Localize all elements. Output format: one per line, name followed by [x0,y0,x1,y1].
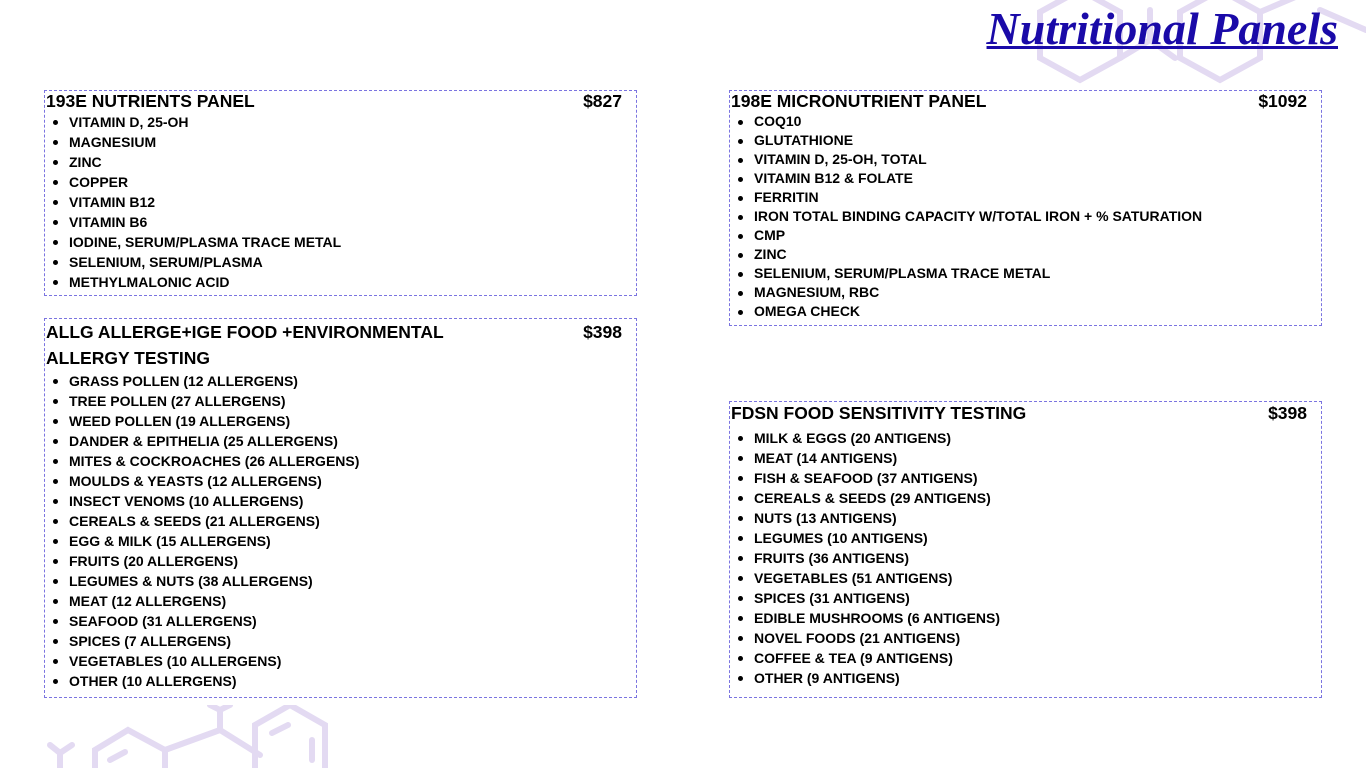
list-item: EGG & MILK (15 ALLERGENS) [69,531,636,551]
panel-fdsn [729,401,1322,698]
list-item: GRASS POLLEN (12 ALLERGENS) [69,371,636,391]
list-item: ZINC [754,245,1321,264]
item-list [45,112,636,292]
list-item: INSECT VENOMS (10 ALLERGENS) [69,491,636,511]
list-item: MEAT (12 ALLERGENS) [69,591,636,611]
list-item: SELENIUM, SERUM/PLASMA TRACE METAL [754,264,1321,283]
list-item: NUTS (13 ANTIGENS) [754,508,1321,528]
list-item: IRON TOTAL BINDING CAPACITY W/TOTAL IRON + % SATURATION [754,207,1321,226]
list-item: COQ10 [754,112,1321,131]
panel-price: $827 [583,91,622,111]
list-item: SELENIUM, SERUM/PLASMA [69,252,636,272]
list-item: CMP [754,226,1321,245]
list-item: VITAMIN B12 & FOLATE [754,169,1321,188]
panel-name: 198E MICRONUTRIENT PANEL [731,91,987,111]
panel-allg [44,318,637,698]
list-item: SPICES (31 ANTIGENS) [754,588,1321,608]
list-item: NOVEL FOODS (21 ANTIGENS) [754,628,1321,648]
list-item: MEAT (14 ANTIGENS) [754,448,1321,468]
list-item: LEGUMES & NUTS (38 ALLERGENS) [69,571,636,591]
list-item: GLUTATHIONE [754,131,1321,150]
list-item: VITAMIN D, 25-OH [69,112,636,132]
panel-name: ALLG ALLERGE+IGE FOOD +ENVIRONMENTAL ALLERGY TESTING [46,322,444,368]
list-item: MAGNESIUM, RBC [754,283,1321,302]
list-item: COFFEE & TEA (9 ANTIGENS) [754,648,1321,668]
list-item: DANDER & EPITHELIA (25 ALLERGENS) [69,431,636,451]
list-item: MAGNESIUM [69,132,636,152]
list-item: VEGETABLES (51 ANTIGENS) [754,568,1321,588]
list-item: FRUITS (36 ANTIGENS) [754,548,1321,568]
list-item: VITAMIN B12 [69,192,636,212]
list-item: MOULDS & YEASTS (12 ALLERGENS) [69,471,636,491]
panel-name: 193E NUTRIENTS PANEL [46,91,255,111]
molecule-decoration-bottom [40,705,340,768]
list-item: CEREALS & SEEDS (21 ALLERGENS) [69,511,636,531]
list-item: MITES & COCKROACHES (26 ALLERGENS) [69,451,636,471]
list-item: FRUITS (20 ALLERGENS) [69,551,636,571]
list-item: METHYLMALONIC ACID [69,272,636,292]
list-item: FISH & SEAFOOD (37 ANTIGENS) [754,468,1321,488]
list-item: LEGUMES (10 ANTIGENS) [754,528,1321,548]
panel-price: $398 [583,322,622,342]
item-list [730,428,1321,688]
list-item: ZINC [69,152,636,172]
panel-price: $1092 [1258,91,1307,111]
list-item: WEED POLLEN (19 ALLERGENS) [69,411,636,431]
page-title: Nutritional Panels [986,3,1338,54]
item-list [730,112,1321,321]
panel-price: $398 [1268,403,1307,423]
list-item: VITAMIN B6 [69,212,636,232]
list-item: FERRITIN [754,188,1321,207]
list-item: VITAMIN D, 25-OH, TOTAL [754,150,1321,169]
panel-198e [729,90,1322,326]
list-item: SEAFOOD (31 ALLERGENS) [69,611,636,631]
list-item: IODINE, SERUM/PLASMA TRACE METAL [69,232,636,252]
panel-193e [44,90,637,296]
list-item: OTHER (9 ANTIGENS) [754,668,1321,688]
list-item: CEREALS & SEEDS (29 ANTIGENS) [754,488,1321,508]
list-item: COPPER [69,172,636,192]
panel-name: FDSN FOOD SENSITIVITY TESTING [731,403,1027,423]
list-item: MILK & EGGS (20 ANTIGENS) [754,428,1321,448]
list-item: OMEGA CHECK [754,302,1321,321]
list-item: VEGETABLES (10 ALLERGENS) [69,651,636,671]
item-list [45,371,636,691]
list-item: TREE POLLEN (27 ALLERGENS) [69,391,636,411]
list-item: SPICES (7 ALLERGENS) [69,631,636,651]
list-item: EDIBLE MUSHROOMS (6 ANTIGENS) [754,608,1321,628]
list-item: OTHER (10 ALLERGENS) [69,671,636,691]
